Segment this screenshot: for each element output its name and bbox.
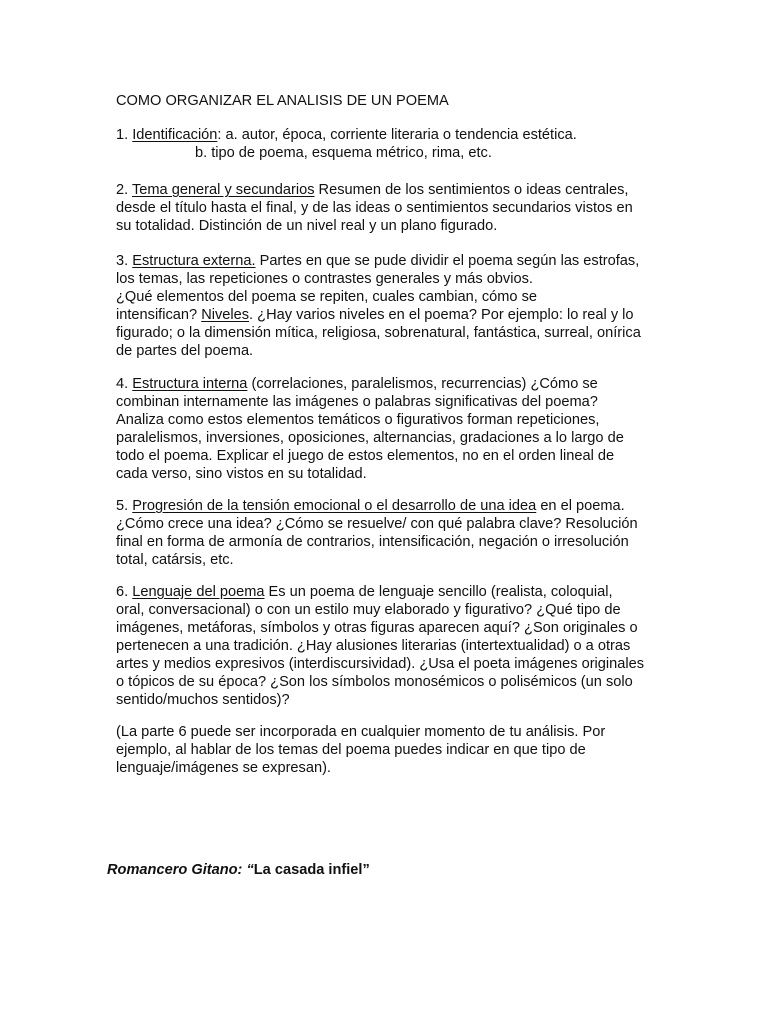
section-4-line-2: combinan internamente las imágenes o palabras significativas del poema? xyxy=(116,394,598,410)
section-6-line-4: pertenecen a una tradición. ¿Hay alusiones literarias (intertextualidad) o a otras xyxy=(116,638,631,654)
note-line-3: lenguaje/imágenes se expresan). xyxy=(116,760,331,776)
section-2-line-2: desde el título hasta el final, y de las ideas o sentimientos secundarios vistos en xyxy=(116,200,633,216)
section-1-line-2: b. tipo de poema, esquema métrico, rima, etc. xyxy=(195,145,492,161)
note-line-1: (La parte 6 puede ser incorporada en cualquier momento de tu análisis. Por xyxy=(116,724,606,740)
section-progresion xyxy=(116,497,676,569)
section-6-line-6: o tópicos de su época? ¿Son los símbolos monosémicos o polisémicos (un solo xyxy=(116,674,633,690)
section-3-line-5: figurado; o la dimensión mítica, religiosa, sobrenatural, fantástica, surreal, onírica xyxy=(116,325,641,341)
section-4-line-3: Analiza como estos elementos temáticos o figurativos forman repeticiones, xyxy=(116,412,600,428)
section-4-line-6: cada verso, sino vistos en su totalidad. xyxy=(116,466,367,482)
section-6-line-2: oral, conversacional) o con un estilo muy elaborado y figurativo? ¿Qué tipo de xyxy=(116,602,621,618)
section-4-heading: Estructura interna xyxy=(132,376,248,392)
section-estructura-interna xyxy=(116,375,676,483)
section-1-heading: Identificación xyxy=(132,127,218,143)
section-5-heading: Progresión de la tensión emocional o el desarrollo de una idea xyxy=(132,498,537,514)
section-1-line-1: 1. Identificación: a. autor, época, corriente literaria o tendencia estética. xyxy=(116,127,577,143)
section-3-line-1: 3. Estructura externa. Partes en que se pude dividir el poema según las estrofas, xyxy=(116,253,640,269)
section-3-heading: Estructura externa. xyxy=(132,253,256,269)
section-6-line-7: sentido/muchos sentidos)? xyxy=(116,692,290,708)
section-2-line-1: 2. Tema general y secundarios Resumen de los sentimientos o ideas centrales, xyxy=(116,182,629,198)
section-2-heading: Tema general y secundarios xyxy=(131,182,315,198)
section-tema xyxy=(116,181,676,235)
section-6-line-5: artes y medios expresivos (interdiscursividad). ¿Usa el poeta imágenes originales xyxy=(116,656,645,672)
section-identificacion xyxy=(116,126,676,162)
section-2-line-3: su totalidad. Distinción de un nivel real y un plano figurado. xyxy=(116,218,498,234)
section-6-line-1: 6. Lenguaje del poema Es un poema de lenguaje sencillo (realista, coloquial, xyxy=(116,584,613,600)
poem-title: La casada infiel” xyxy=(253,862,370,878)
section-lenguaje xyxy=(116,583,676,709)
poem-heading xyxy=(107,861,370,879)
section-4-line-4: paralelismos, inversiones, oposiciones, alternancias, gradaciones a lo largo de xyxy=(116,430,624,446)
section-3-niveles-heading: Niveles xyxy=(201,307,250,323)
section-6-heading: Lenguaje del poema xyxy=(132,584,265,600)
section-4-line-1: 4. Estructura interna (correlaciones, paralelismos, recurrencias) ¿Cómo se xyxy=(116,376,598,392)
poem-book-title: Romancero Gitano: “ xyxy=(107,862,254,878)
note-line-2: ejemplo, al hablar de los temas del poema puedes indicar en que tipo de xyxy=(116,742,586,758)
section-5-line-1: 5. Progresión de la tensión emocional o el desarrollo de una idea en el poema. xyxy=(116,498,625,514)
section-3-line-4: intensifican? Niveles. ¿Hay varios niveles en el poema? Por ejemplo: lo real y lo xyxy=(116,307,634,323)
section-5-line-4: total, catársis, etc. xyxy=(116,552,234,568)
section-5-line-2: ¿Cómo crece una idea? ¿Cómo se resuelve/ con qué palabra clave? Resolución xyxy=(116,516,638,532)
section-note xyxy=(116,723,676,777)
section-3-line-6: de partes del poema. xyxy=(116,343,254,359)
section-3-line-3: ¿Qué elementos del poema se repiten, cuales cambian, cómo se xyxy=(116,289,538,305)
section-3-line-2: los temas, las repeticiones o contrastes generales y más obvios. xyxy=(116,271,533,287)
section-estructura-externa xyxy=(116,252,676,360)
section-6-line-3: imágenes, metáforas, símbolos y otras figuras aparecen aquí? ¿Son originales o xyxy=(116,620,638,636)
document-title: COMO ORGANIZAR EL ANALISIS DE UN POEMA xyxy=(116,93,449,109)
section-4-line-5: todo el poema. Explicar el juego de estos elementos, no en el orden lineal de xyxy=(116,448,615,464)
section-5-line-3: final en forma de armonía de contrarios, intensificación, negación o irresolución xyxy=(116,534,629,550)
